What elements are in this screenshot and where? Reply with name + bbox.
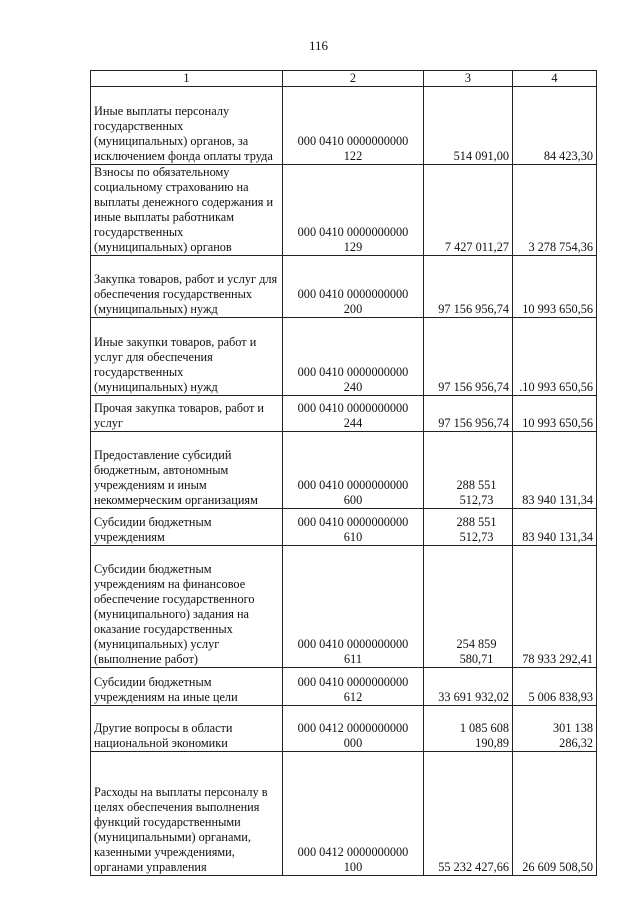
row-name: Иные закупки товаров, работ и услуг для обеспечения государственных (муниципальных) нужд (91, 318, 283, 396)
row-value-col3: 33 691 932,02 (424, 668, 513, 706)
row-value-col4: 10 993 650,56 (513, 396, 597, 432)
table-row (91, 396, 597, 432)
row-name: Предоставление субсидий бюджетным, автономным учреждениям и иным некоммерческим организациям (91, 432, 283, 509)
row-name: Другие вопросы в области национальной экономики (91, 706, 283, 752)
row-value-col3: 254 859 580,71 (424, 546, 513, 668)
code-line: 000 0410 0000000000 (297, 365, 409, 379)
row-value-col4: 78 933 292,41 (513, 546, 597, 668)
row-code (283, 396, 424, 432)
row-value-col4: .10 993 650,56 (513, 318, 597, 396)
row-name: Прочая закупка товаров, работ и услуг (91, 396, 283, 432)
code-line: 000 (343, 736, 363, 750)
table-row (91, 165, 597, 256)
row-value-col3: 514 091,00 (424, 87, 513, 165)
code-line: 610 (343, 530, 363, 544)
row-value-col4: 83 940 131,34 (513, 509, 597, 546)
row-name: Иные выплаты персоналу государственных (муниципальных) органов, за исключением фонда оплаты труда (91, 87, 283, 165)
row-value-col3: 288 551 512,73 (424, 509, 513, 546)
table-row (91, 546, 597, 668)
page-number: 116 (308, 38, 329, 53)
code-line: 611 (344, 652, 362, 666)
column-header: 3 (424, 71, 513, 87)
table-row (91, 706, 597, 752)
row-value-col4: 5 006 838,93 (513, 668, 597, 706)
code-line: 000 0410 0000000000 (297, 515, 409, 529)
row-value-col3: 97 156 956,74 (424, 318, 513, 396)
code-line: 612 (343, 690, 363, 704)
row-value-col3: 288 551 512,73 (424, 432, 513, 509)
row-name: Взносы по обязательному социальному страхованию на выплаты денежного содержания и иные выплаты работникам государственных (муниципальных) органов (91, 165, 283, 256)
table-row (91, 87, 597, 165)
column-header: 1 (91, 71, 283, 87)
table-row (91, 318, 597, 396)
row-value-col3: 7 427 011,27 (424, 165, 513, 256)
budget-table (90, 70, 597, 876)
row-code (283, 752, 424, 876)
row-name: Субсидии бюджетным учреждениям (91, 509, 283, 546)
row-name: Закупка товаров, работ и услуг для обеспечения государственных (муниципальных) нужд (91, 256, 283, 318)
code-line: 000 0410 0000000000 (297, 287, 409, 301)
code-line: 000 0410 0000000000 (297, 134, 409, 148)
code-line: 600 (343, 493, 363, 507)
row-value-col3: 55 232 427,66 (424, 752, 513, 876)
code-line: 000 0410 0000000000 (297, 225, 409, 239)
row-value-col4: 301 138 286,32 (513, 706, 597, 752)
row-name: Субсидии бюджетным учреждениям на финансовое обеспечение государственного (муниципального) задания на оказание государственных (муниципальных) услуг (выполнение работ) (91, 546, 283, 668)
column-header: 2 (283, 71, 424, 87)
row-code (283, 432, 424, 509)
code-line: 122 (343, 149, 363, 163)
table-row (91, 256, 597, 318)
code-line: 000 0412 0000000000 (297, 721, 409, 735)
row-name: Расходы на выплаты персоналу в целях обеспечения выполнения функций государственными (муниципальными) органами, казенными учреждениями, органами управления (91, 752, 283, 876)
row-code (283, 509, 424, 546)
code-line: 240 (343, 380, 363, 394)
row-value-col3: 97 156 956,74 (424, 396, 513, 432)
row-value-col4: 3 278 754,36 (513, 165, 597, 256)
row-value-col4: 84 423,30 (513, 87, 597, 165)
row-value-col4: 83 940 131,34 (513, 432, 597, 509)
row-name: Субсидии бюджетным учреждениям на иные цели (91, 668, 283, 706)
table-row (91, 432, 597, 509)
code-line: 100 (343, 860, 363, 874)
row-code (283, 256, 424, 318)
table-row (91, 509, 597, 546)
row-code (283, 165, 424, 256)
row-value-col3: 1 085 608 190,89 (424, 706, 513, 752)
column-header: 4 (513, 71, 597, 87)
table-row (91, 752, 597, 876)
row-code (283, 668, 424, 706)
code-line: 129 (343, 240, 363, 254)
row-code (283, 706, 424, 752)
code-line: 200 (343, 302, 363, 316)
row-value-col4: 10 993 650,56 (513, 256, 597, 318)
code-line: 000 0410 0000000000 (297, 401, 409, 415)
table-header-row (91, 71, 597, 87)
code-line: 000 0410 0000000000 (297, 675, 409, 689)
code-line: 000 0412 0000000000 (297, 845, 409, 859)
row-code (283, 318, 424, 396)
code-line: 244 (343, 416, 363, 430)
row-code (283, 546, 424, 668)
row-value-col3: 97 156 956,74 (424, 256, 513, 318)
row-value-col4: 26 609 508,50 (513, 752, 597, 876)
row-code (283, 87, 424, 165)
table-row (91, 668, 597, 706)
code-line: 000 0410 0000000000 (297, 478, 409, 492)
code-line: 000 0410 0000000000 (297, 637, 409, 651)
